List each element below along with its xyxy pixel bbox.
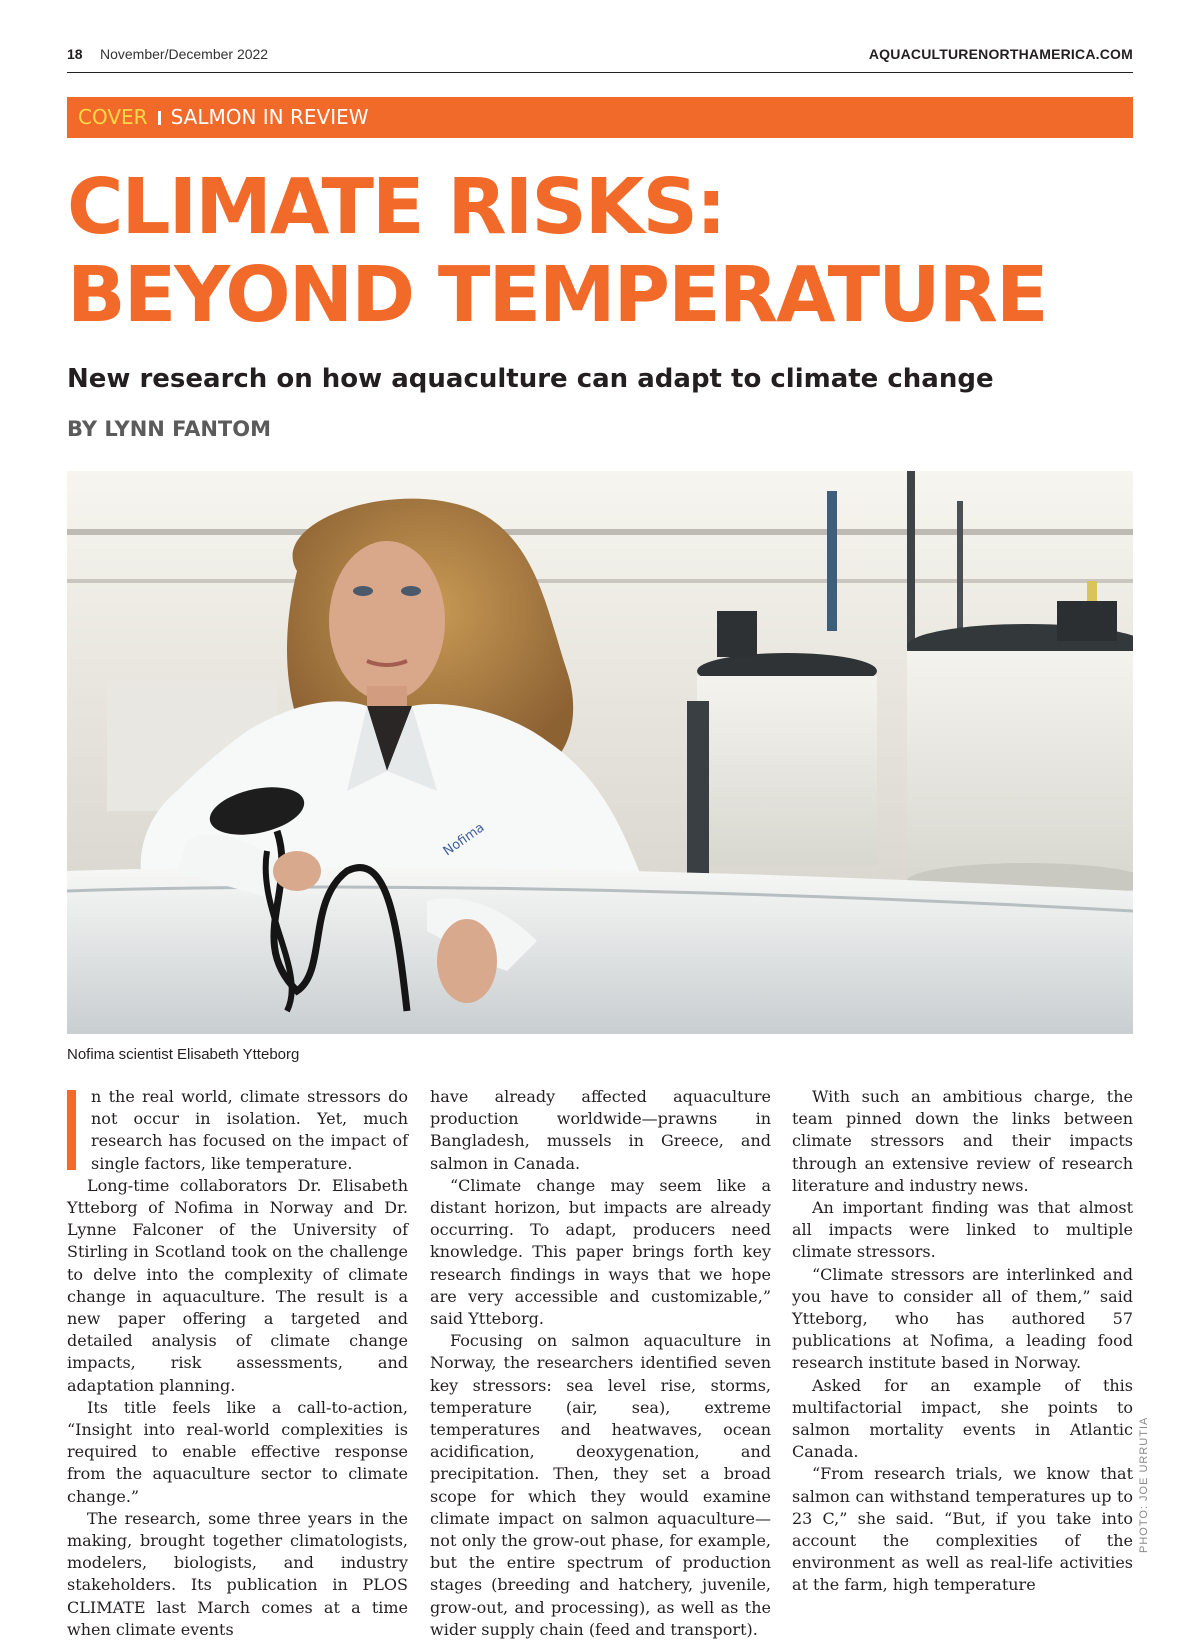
article-column-1 xyxy=(67,1086,408,1641)
site-url[interactable]: AQUACULTURENORTHAMERICA.COM xyxy=(868,46,1133,62)
page-header xyxy=(67,44,1133,73)
issue-date: November/December 2022 xyxy=(100,46,269,62)
coat-logo: Nofima xyxy=(440,820,488,860)
paragraph: “Climate stressors are interlinked and you have to consider all of them,” said Ytteborg, who has authored 57 publications at Nofima, a leading food research institute based in Norway. xyxy=(792,1264,1133,1373)
headline-line-1: CLIMATE RISKS: xyxy=(67,163,725,252)
paragraph: An important finding was that almost all impacts were linked to multiple climate stressors. xyxy=(792,1198,1133,1262)
topic-label: SALMON IN REVIEW xyxy=(170,105,369,129)
paragraph: Its title feels like a call-to-action, “Insight into real-world complexities is required to enable effective response from the aquaculture sector to climate change.” xyxy=(67,1397,408,1506)
paragraph: “Climate change may seem like a distant horizon, but impacts are already occurring. To adapt, producers need knowledge. This paper brings forth key research findings in ways that we hope are very accessible and customizable,” said Ytteborg. xyxy=(430,1175,771,1329)
headline-line-2: BEYOND TEMPERATURE xyxy=(67,251,1047,340)
paragraph: n the real world, climate stressors do not occur in isolation. Yet, much research has focused on the impact of single factors, like temperature. xyxy=(67,1086,408,1175)
paragraph: Long-time collaborators Dr. Elisabeth Ytteborg of Nofima in Norway and Dr. Lynne Falconer of the University of Stirling in Scotland took on the challenge to delve into the complexity of climate change in aquaculture. The result is a new paper offering a targeted and detailed analysis of climate change impacts, risk assessments, and adaptation planning. xyxy=(67,1175,408,1395)
scientist-photo xyxy=(67,471,1133,1034)
byline: BY LYNN FANTOM xyxy=(67,417,271,441)
photo-credit: PHOTO: JOE URRUTIA xyxy=(1138,1416,1150,1553)
paragraph: Focusing on salmon aquaculture in Norway, the researchers identified seven key stressors: sea level rise, storms, temperature (air, sea), extreme temperatures and heatwaves, ocean acidification, deoxygenation, and precipitation. Then, they set a broad scope for which they would examine climate impact on salmon aquaculture—not only the grow-out phase, for example, but the entire spectrum of production stages (breeding and hatchery, juvenile, grow-out, and processing), as well as the wider supply chain (feed and transport). xyxy=(430,1331,771,1639)
section-banner xyxy=(67,97,1133,138)
article-column-3 xyxy=(792,1086,1133,1597)
divider xyxy=(158,111,161,125)
drop-cap xyxy=(67,1090,76,1170)
article-headline xyxy=(67,164,1147,340)
paragraph: With such an ambitious charge, the team pinned down the links between climate stressors and their impacts through an extensive review of research literature and industry news. xyxy=(792,1087,1133,1195)
paragraph: The research, some three years in the making, brought together climatologists, modelers, biologists, and industry stakeholders. Its publication in PLOS CLIMATE last March comes at a time when climate events xyxy=(67,1508,408,1639)
photo-caption: Nofima scientist Elisabeth Ytteborg xyxy=(67,1046,300,1063)
paragraph: “From research trials, we know that salmon can withstand temperatures up to 23 C,” she said. “But, if you take into account the complexities of the environment as well as real-life activities at the farm, high temperature xyxy=(792,1464,1133,1595)
article-photo xyxy=(67,471,1133,1034)
paragraph: Asked for an example of this multifactorial impact, she points to salmon mortality events in Atlantic Canada. xyxy=(792,1375,1133,1462)
article-column-2 xyxy=(430,1086,771,1641)
section-label: COVER xyxy=(78,105,148,129)
paragraph: have already affected aquaculture production worldwide—prawns in Bangladesh, mussels in Greece, and salmon in Canada. xyxy=(430,1087,771,1173)
page-number: 18 xyxy=(67,46,83,62)
article-subhead: New research on how aquaculture can adapt to climate change xyxy=(67,364,994,394)
